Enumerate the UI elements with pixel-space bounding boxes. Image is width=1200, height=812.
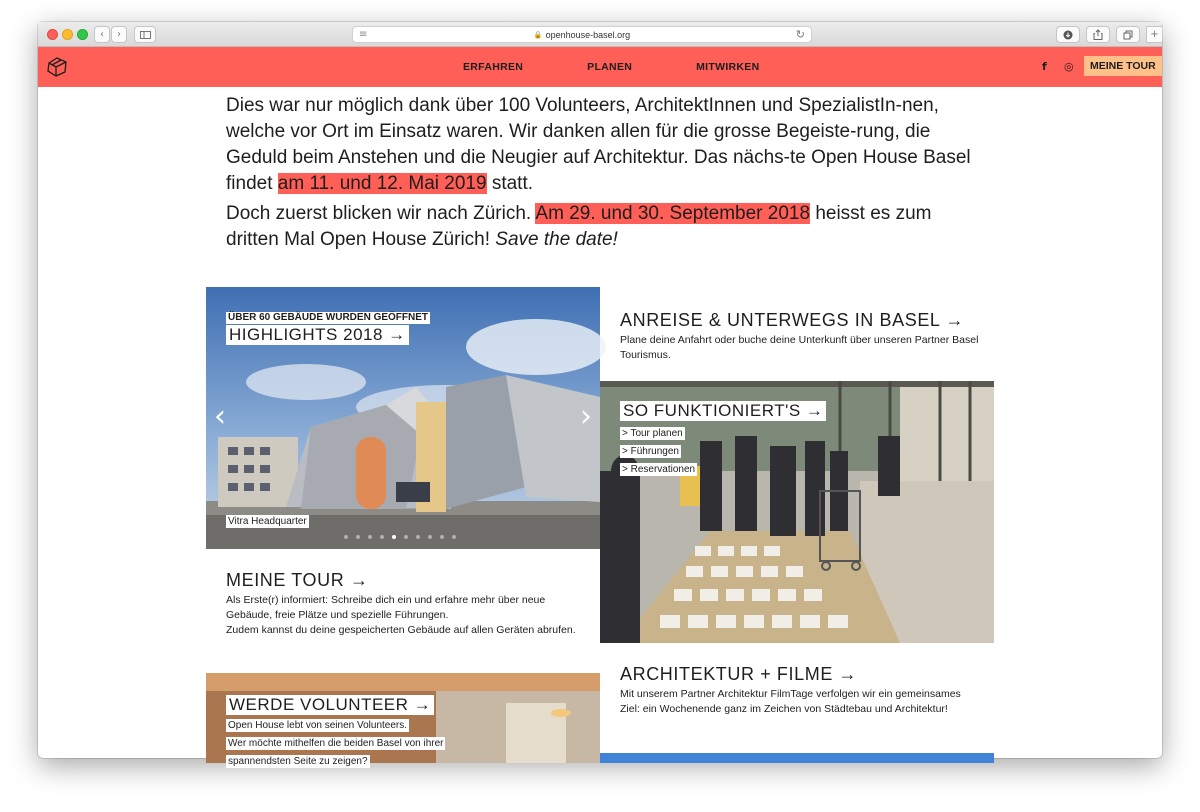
open-house-logo-icon[interactable] <box>46 56 68 78</box>
site-navigation <box>38 47 1162 87</box>
highlights-kicker: ÜBER 60 GEBÄUDE WURDEN GEÖFFNET <box>228 312 429 323</box>
meine-tour-button[interactable]: MEINE TOUR <box>1084 56 1162 76</box>
volunteer-line-3: spannendsten Seite zu zeigen? <box>228 756 368 767</box>
save-the-date: Save the date! <box>495 229 618 250</box>
share-button[interactable] <box>1086 26 1110 43</box>
tabs-overview-button[interactable] <box>1116 26 1140 43</box>
slider-dot[interactable] <box>452 535 456 539</box>
slider-dot[interactable] <box>428 535 432 539</box>
highlights-labels <box>226 307 430 345</box>
slide-caption: Vitra Headquarter <box>228 516 307 527</box>
intro-text-2: statt. <box>486 173 534 194</box>
link-reservationen[interactable]: > Reservationen <box>622 464 696 475</box>
minimize-window-button[interactable] <box>62 29 73 40</box>
so-funktionierts-labels <box>620 401 826 477</box>
intro-text-1: Dies war nur möglich dank über 100 Volunteers, ArchitektInnen und SpezialistIn-nen, welche vor Ort im Einsatz waren. Wir danken allen für die grosse Begeiste-rung, die Geduld beim Anstehen und die Neugier auf Architektur. Das nächs-te Open House Basel findet <box>226 95 971 194</box>
so-funktionierts-link[interactable]: SO FUNKTIONIERT'S → <box>620 401 826 421</box>
intro-text <box>226 93 986 253</box>
lock-icon: 🔒 <box>533 30 543 39</box>
meine-tour-text-1: Als Erste(r) informiert: Schreibe dich ein und erfahre mehr über neue Gebäude, freie Plätze und spezielle Führungen. <box>226 594 546 621</box>
filme-tile-image[interactable] <box>600 753 994 763</box>
volunteer-link[interactable]: WERDE VOLUNTEER → <box>226 695 434 715</box>
volunteer-line-2: Wer möchte mithelfen die beiden Basel von ihrer <box>228 738 444 749</box>
back-button[interactable] <box>94 26 110 43</box>
date-highlight-basel: am 11. und 12. Mai 2019 <box>277 173 487 194</box>
intro-text-3: Doch zuerst blicken wir nach Zürich. <box>226 203 536 224</box>
facebook-icon[interactable]: f <box>1042 60 1047 73</box>
sidebar-icon <box>140 31 151 39</box>
anreise-card <box>620 309 980 363</box>
highlights-slider[interactable] <box>206 287 600 549</box>
volunteer-labels <box>226 695 445 769</box>
main-menu <box>463 47 760 87</box>
nav-item-planen[interactable]: PLANEN <box>587 61 633 73</box>
slider-dot[interactable] <box>380 535 384 539</box>
forward-icon: › <box>117 29 121 40</box>
instagram-icon[interactable]: ◎ <box>1064 60 1074 73</box>
zoom-window-button[interactable] <box>77 29 88 40</box>
reload-icon[interactable]: ↻ <box>795 28 805 41</box>
link-tour-planen[interactable]: > Tour planen <box>622 428 683 439</box>
meine-tour-link[interactable]: MEINE TOUR → <box>226 570 369 590</box>
browser-window <box>38 22 1162 767</box>
highlights-link[interactable]: HIGHLIGHTS 2018 → <box>226 325 409 345</box>
slider-dots <box>344 535 464 539</box>
sidebar-toggle-button[interactable] <box>134 26 156 43</box>
close-window-button[interactable] <box>47 29 58 40</box>
download-icon <box>1063 30 1073 40</box>
slider-next-icon[interactable]: › <box>580 399 592 434</box>
date-highlight-zurich: Am 29. und 30. September 2018 <box>535 203 811 224</box>
share-icon <box>1093 29 1103 40</box>
slider-dot[interactable] <box>416 535 420 539</box>
downloads-button[interactable] <box>1056 26 1080 43</box>
so-funktionierts-tile[interactable] <box>600 381 994 643</box>
plus-icon: + <box>1150 29 1159 40</box>
browser-toolbar <box>38 22 1162 47</box>
address-bar[interactable] <box>352 26 812 43</box>
volunteer-line-1: Open House lebt von seinen Volunteers. <box>228 720 408 731</box>
anreise-link[interactable]: ANREISE & UNTERWEGS IN BASEL → <box>620 310 965 330</box>
intro-paragraph-basel <box>226 93 986 197</box>
filme-link[interactable]: ARCHITEKTUR + FILME → <box>620 664 858 684</box>
link-fuehrungen[interactable]: > Führungen <box>622 446 679 457</box>
back-icon: ‹ <box>100 29 104 40</box>
meine-tour-text-2: Zudem kannst du deine gespeicherten Gebäude auf allen Geräten abrufen. <box>226 624 576 636</box>
slider-dot[interactable] <box>344 535 348 539</box>
nav-item-erfahren[interactable]: ERFAHREN <box>463 61 524 73</box>
slider-prev-icon[interactable]: ‹ <box>214 399 226 434</box>
slider-dot[interactable] <box>368 535 372 539</box>
intro-text-4: heisst es zum dritten Mal Open House Zürich! <box>226 203 932 250</box>
intro-paragraph-zurich <box>226 201 986 253</box>
slider-dot[interactable] <box>440 535 444 539</box>
meine-tour-card <box>226 569 576 638</box>
slider-dot[interactable] <box>356 535 360 539</box>
slider-dot[interactable] <box>392 535 396 539</box>
anreise-text: Plane deine Anfahrt oder buche deine Unterkunft über unseren Partner Basel Tourismus. <box>620 334 979 361</box>
page-content <box>38 87 1162 767</box>
filme-text: Mit unserem Partner Architektur FilmTage verfolgen wir ein gemeinsames Ziel: ein Wochenende ganz im Zeichen von Städtebau und Architektur! <box>620 688 961 715</box>
url-text: openhouse-basel.org <box>545 29 631 40</box>
slider-dot[interactable] <box>404 535 408 539</box>
new-tab-button[interactable] <box>1146 26 1162 43</box>
nav-item-mitwirken[interactable]: MITWIRKEN <box>696 61 760 73</box>
reader-icon[interactable]: ≡ <box>359 29 368 40</box>
volunteer-tile[interactable] <box>206 673 600 767</box>
forward-button[interactable] <box>111 26 127 43</box>
filme-card <box>620 663 970 717</box>
tabs-icon <box>1123 30 1133 40</box>
